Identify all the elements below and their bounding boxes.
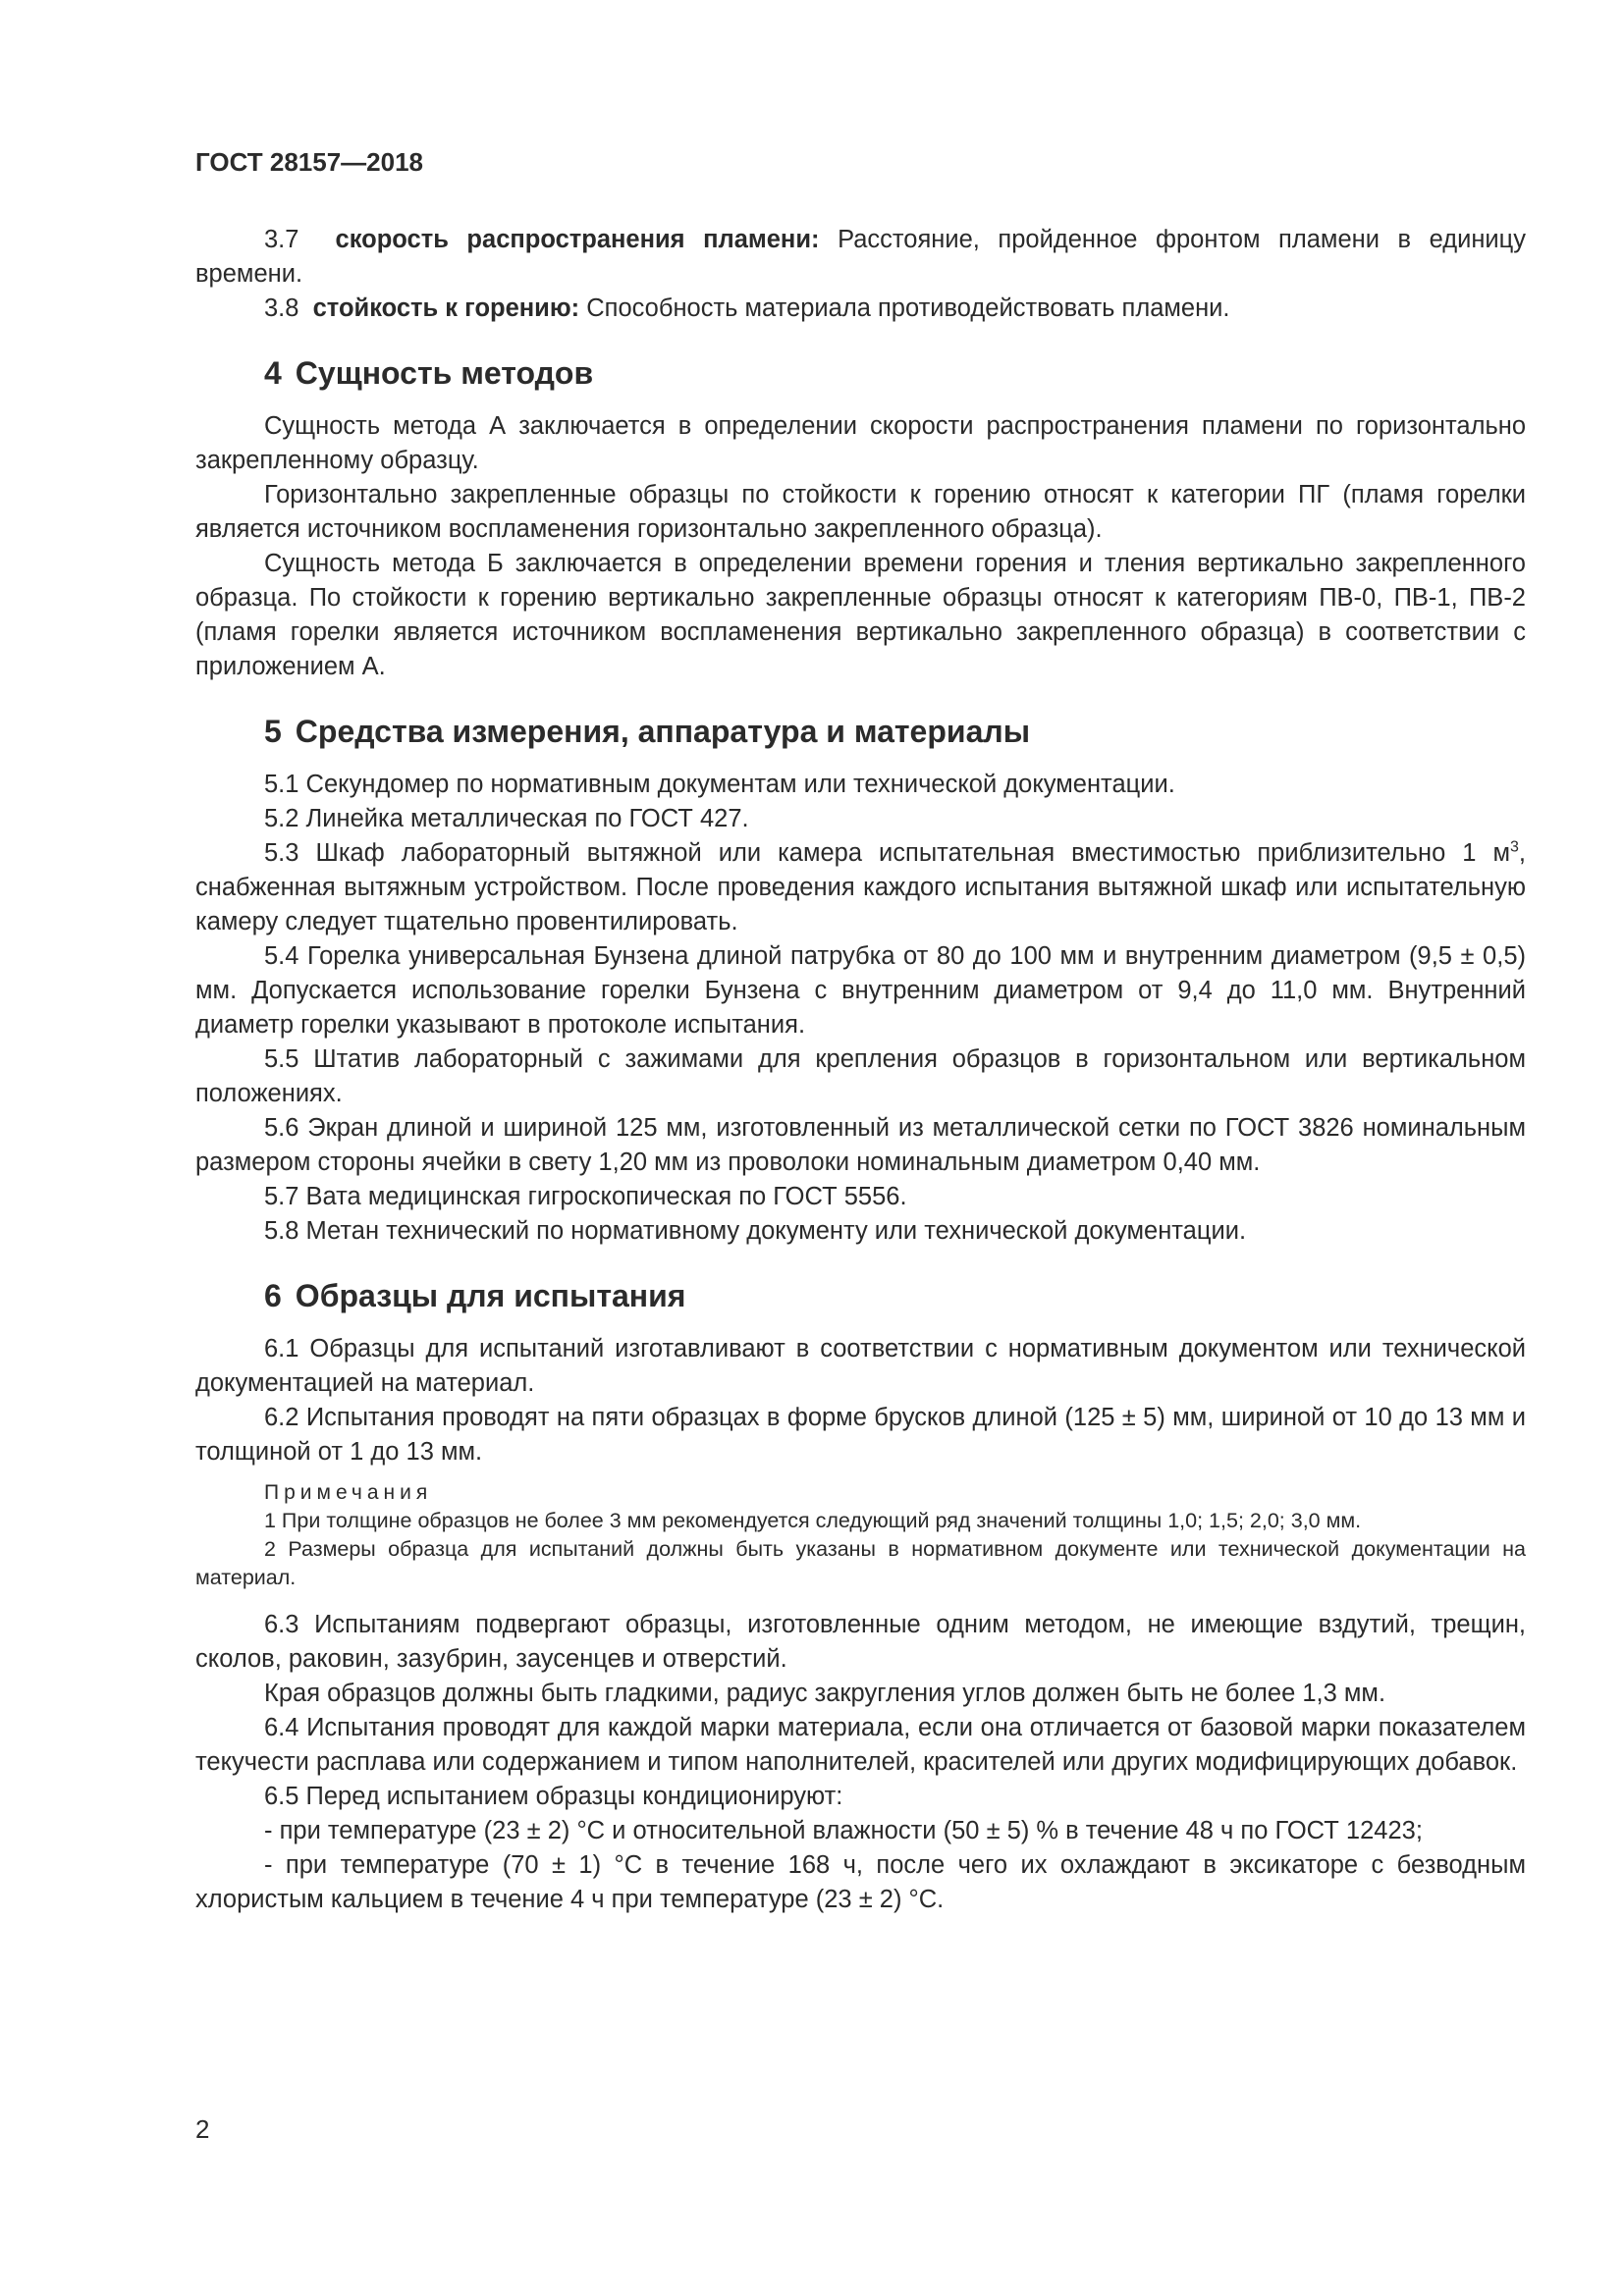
document-page xyxy=(195,147,1526,1917)
section-title: Средства измерения, аппаратура и материалы xyxy=(295,714,1031,749)
superscript: 3 xyxy=(1510,838,1519,856)
term: стойкость к горению: xyxy=(312,294,580,322)
clause-6-2: 6.2 Испытания проводят на пяти образцах в форме брусков длиной (125 ± 5) мм, шириной от 10 до 13 мм и толщиной от 1 до 13 мм. xyxy=(195,1404,1526,1466)
clause-6-3-continuation: Края образцов должны быть гладкими, радиус закругления углов должен быть не более 1,3 мм. xyxy=(264,1680,1386,1707)
definition: Способность материала противодействовать пламени. xyxy=(586,294,1230,322)
notes-heading: Примечания xyxy=(264,1481,433,1504)
clause-6-1: 6.1 Образцы для испытаний изготавливают в соответствии с нормативным документом или технической документацией на материал. xyxy=(195,1335,1526,1397)
clause-5-3 xyxy=(195,836,1526,939)
section-6-heading xyxy=(195,1278,1526,1314)
section-4-paragraph: Сущность метода Б заключается в определении времени горения и тления вертикально закрепленного образца. По стойкости к горению вертикально закрепленные образцы относят к категориям ПВ-0, ПВ-1, ПВ-2 (пламя горелки является источником воспламенения вертикально закрепленного образца) в соответствии с приложением А. xyxy=(195,550,1526,680)
section-title: Образцы для испытания xyxy=(295,1278,686,1313)
section-title: Сущность методов xyxy=(295,355,594,391)
clause-3-8 xyxy=(195,292,1526,326)
note-1: 1 При толщине образцов не более 3 мм рекомендуется следующий ряд значений толщины 1,0; 1,5; 2,0; 3,0 мм. xyxy=(264,1509,1362,1532)
note-2: 2 Размеры образца для испытаний должны быть указаны в нормативном документе или технической документации на материал. xyxy=(195,1537,1526,1589)
section-4-paragraph: Сущность метода А заключается в определении скорости распространения пламени по горизонтально закрепленному образцу. xyxy=(195,412,1526,474)
section-4-paragraph: Горизонтально закрепленные образцы по стойкости к горению относят к категории ПГ (пламя горелки является источником воспламенения горизонтально закрепленного образца). xyxy=(195,481,1526,543)
list-item: - при температуре (23 ± 2) °С и относительной влажности (50 ± 5) % в течение 48 ч по ГОСТ 12423; xyxy=(264,1817,1423,1844)
section-number: 6 xyxy=(264,1278,282,1313)
page-number: 2 xyxy=(195,2114,210,2144)
definition: Расстояние, пройденное фронтом пламени в единицу времени. xyxy=(195,226,1527,288)
list-item: - при температуре (70 ± 1) °С в течение 168 ч, после чего их охлаждают в эксикаторе с безводным хлористым кальцием в течение 4 ч при температуре (23 ± 2) °С. xyxy=(195,1851,1526,1913)
clause-5-5: 5.5 Штатив лабораторный с зажимами для крепления образцов в горизонтальном или вертикальном положениях. xyxy=(195,1045,1526,1107)
term: скорость распространения пламени: xyxy=(335,226,820,253)
clause-5-8: 5.8 Метан технический по нормативному документу или технической документации. xyxy=(264,1217,1247,1245)
clause-6-3: 6.3 Испытаниям подвергают образцы, изготовленные одним методом, не имеющие вздутий, трещин, сколов, раковин, зазубрин, заусенцев и отверстий. xyxy=(195,1611,1526,1673)
section-number: 5 xyxy=(264,714,282,749)
clause-6-4: 6.4 Испытания проводят для каждой марки материала, если она отличается от базовой марки показателем текучести расплава или содержанием и типом наполнителей, красителей или других модифицирующих добавок. xyxy=(195,1714,1526,1776)
clause-5-7: 5.7 Вата медицинская гигроскопическая по ГОСТ 5556. xyxy=(264,1183,907,1210)
clause-5-4: 5.4 Горелка универсальная Бунзена длиной патрубка от 80 до 100 мм и внутренним диаметром (9,5 ± 0,5) мм. Допускается использование горелки Бунзена с внутренним диаметром от 9,4 до 11,0 мм. Внутренний диаметр горелки указывают в протоколе испытания. xyxy=(195,942,1526,1039)
clause-text: , снабженная вытяжным устройством. После проведения каждого испытания вытяжной шкаф или испытательную камеру следует тщательно провентилировать. xyxy=(195,839,1526,935)
clause-6-5: 6.5 Перед испытанием образцы кондиционируют: xyxy=(264,1783,843,1810)
clause-5-6: 5.6 Экран длиной и шириной 125 мм, изготовленный из металлической сетки по ГОСТ 3826 номинальным размером стороны ячейки в свету 1,20 мм из проволоки номинальным диаметром 0,40 мм. xyxy=(195,1114,1526,1176)
clause-5-1: 5.1 Секундомер по нормативным документам или технической документации. xyxy=(264,771,1175,798)
clause-number: 3.7 xyxy=(264,226,299,253)
section-number: 4 xyxy=(264,355,282,391)
section-5-heading xyxy=(195,714,1526,750)
clause-5-2: 5.2 Линейка металлическая по ГОСТ 427. xyxy=(264,805,749,832)
clause-number: 3.8 xyxy=(264,294,299,322)
clause-text: 5.3 Шкаф лабораторный вытяжной или камера испытательная вместимостью приблизительно 1 м xyxy=(264,839,1510,867)
document-code: ГОСТ 28157—2018 xyxy=(195,147,423,177)
clause-3-7 xyxy=(195,223,1526,292)
section-4-heading xyxy=(195,355,1526,392)
